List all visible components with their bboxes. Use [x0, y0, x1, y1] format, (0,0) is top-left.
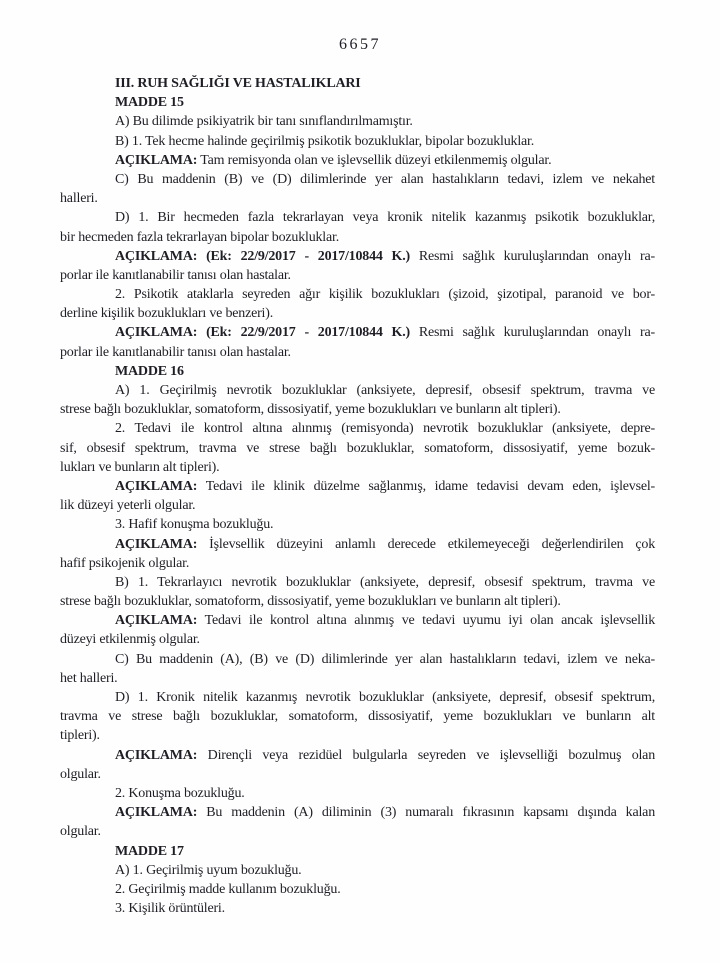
text-line: D) 1. Kronik nitelik kazanmış nevrotik bozukluklar (anksiyete, depresif, obsesif spektrum,	[115, 690, 655, 705]
text-line: düzeyi etkilenmiş olgular.	[60, 632, 200, 648]
text-line: B) 1. Tekrarlayıcı nevrotik bozukluklar (anksiyete, depresif, obsesif spektrum, travma ve	[115, 574, 655, 590]
aciklama-label: AÇIKLAMA: (Ek: 22/9/2017 - 2017/10844 K.)	[115, 325, 410, 341]
text-line: halleri.	[60, 191, 98, 207]
text-line: hafif psikojenik olgular.	[60, 555, 190, 571]
text-line	[60, 746, 655, 765]
text-line: strese bağlı bozukluklar, somatoform, dissosiyatif, yeme bozuklukları ve bunların alt tipleri).	[60, 594, 561, 610]
text-line: 2. Psikotik ataklarla seyreden ağır kişilik bozuklukları (şizoid, şizotipal, paranoid ve bor-	[115, 287, 655, 303]
article-heading-madde-17: MADDE 17	[115, 843, 184, 859]
text-line: 2. Geçirilmiş madde kullanım bozukluğu.	[115, 881, 341, 897]
text-line	[60, 151, 655, 170]
text-line: C) Bu maddenin (B) ve (D) dilimlerinde yer alan hastalıkların tedavi, izlem ve nekahet	[115, 171, 655, 187]
text-line: bir hecmeden fazla tekrarlayan bipolar bozukluklar.	[60, 229, 340, 245]
text-line: travma ve strese bağlı bozukluklar, somatoform, dissosiyatif, yeme bozuklukları ve bunların alt	[60, 709, 655, 725]
text-line	[60, 803, 655, 822]
text-line: lik düzeyi yeterli olgular.	[60, 498, 196, 514]
aciklama-label: AÇIKLAMA:	[115, 478, 198, 494]
text-run: Dirençli veya rezidüel bulgularla seyreden ve işlevselliği bozulmuş olan	[197, 747, 655, 763]
text-line: 3. Hafif konuşma bozukluğu.	[115, 517, 274, 533]
aciklama-label: AÇIKLAMA:	[115, 613, 198, 629]
text-line	[60, 611, 655, 630]
article-heading-madde-16: MADDE 16	[115, 363, 184, 379]
section-heading: III. RUH SAĞLIĞI VE HASTALIKLARI	[115, 76, 361, 91]
text-run: Resmi sağlık kuruluşlarından onaylı ra-	[410, 248, 655, 264]
page-number: 6657	[339, 36, 381, 53]
text-line: olgular.	[60, 824, 101, 840]
document-body	[60, 74, 655, 918]
text-line: A) Bu dilimde psikiyatrik bir tanı sınıflandırılmamıştır.	[115, 114, 413, 130]
text-line: olgular.	[60, 766, 101, 782]
text-line: A) 1. Geçirilmiş uyum bozukluğu.	[115, 862, 302, 878]
text-run: Bu maddenin (A) diliminin (3) numaralı fıkrasının kapsamı dışında kalan	[197, 805, 655, 821]
text-line: C) Bu maddenin (A), (B) ve (D) dilimlerinde yer alan hastalıkların tedavi, izlem ve neka-	[115, 651, 655, 667]
text-line: porlar ile kanıtlanabilir tanısı olan hastalar.	[60, 344, 291, 360]
text-line: derline kişilik bozuklukları ve benzeri).	[60, 306, 274, 322]
text-line: 2. Tedavi ile kontrol altına alınmış (remisyonda) nevrotik bozukluklar (anksiyete, depre-	[115, 421, 655, 437]
text-line: sif, obsesif spektrum, travma ve strese bağlı bozukluklar, somatoform, dissosiyatif, yeme bozuk-	[60, 440, 655, 456]
text-line	[60, 247, 655, 266]
text-line: tipleri).	[60, 728, 100, 744]
text-run: Tedavi ile kontrol altına alınmış ve tedavi uyumu iyi olan ancak işlevsellik	[197, 613, 655, 629]
text-line	[60, 323, 655, 342]
text-line: strese bağlı bozukluklar, somatoform, dissosiyatif, yeme bozuklukları ve bunların alt tipleri).	[60, 402, 561, 418]
text-line: porlar ile kanıtlanabilir tanısı olan hastalar.	[60, 267, 291, 283]
aciklama-label: AÇIKLAMA: (Ek: 22/9/2017 - 2017/10844 K.)	[115, 248, 410, 264]
text-run: Tedavi ile klinik düzelme sağlanmış, idame tedavisi devam eden, işlevsel-	[197, 478, 655, 494]
text-run: İşlevsellik düzeyini anlamlı derecede etkilemeyeceği değerlendirilen çok	[197, 536, 655, 552]
text-line	[60, 477, 655, 496]
text-line: 3. Kişilik örüntüleri.	[115, 901, 225, 917]
aciklama-label: AÇIKLAMA:	[115, 805, 198, 821]
aciklama-label: AÇIKLAMA:	[115, 747, 198, 763]
text-line: 2. Konuşma bozukluğu.	[115, 785, 245, 801]
text-line: B) 1. Tek hecme halinde geçirilmiş psikotik bozukluklar, bipolar bozukluklar.	[115, 133, 535, 149]
text-line	[60, 535, 655, 554]
text-run: Tam remisyonda olan ve işlevsellik düzeyi etkilenmemiş olgular.	[197, 152, 552, 168]
text-line: D) 1. Bir hecmeden fazla tekrarlayan veya kronik nitelik kazanmış psikotik bozukluklar,	[115, 210, 655, 226]
text-line: A) 1. Geçirilmiş nevrotik bozukluklar (anksiyete, depresif, obsesif spektrum, travma ve	[115, 383, 655, 398]
text-run: Resmi sağlık kuruluşlarından onaylı ra-	[410, 325, 655, 341]
text-line: lukları ve bunların alt tipleri).	[60, 459, 220, 475]
text-line: het halleri.	[60, 670, 118, 686]
aciklama-label: AÇIKLAMA:	[115, 536, 198, 552]
aciklama-label: AÇIKLAMA:	[115, 152, 198, 168]
article-heading-madde-15: MADDE 15	[115, 95, 184, 111]
